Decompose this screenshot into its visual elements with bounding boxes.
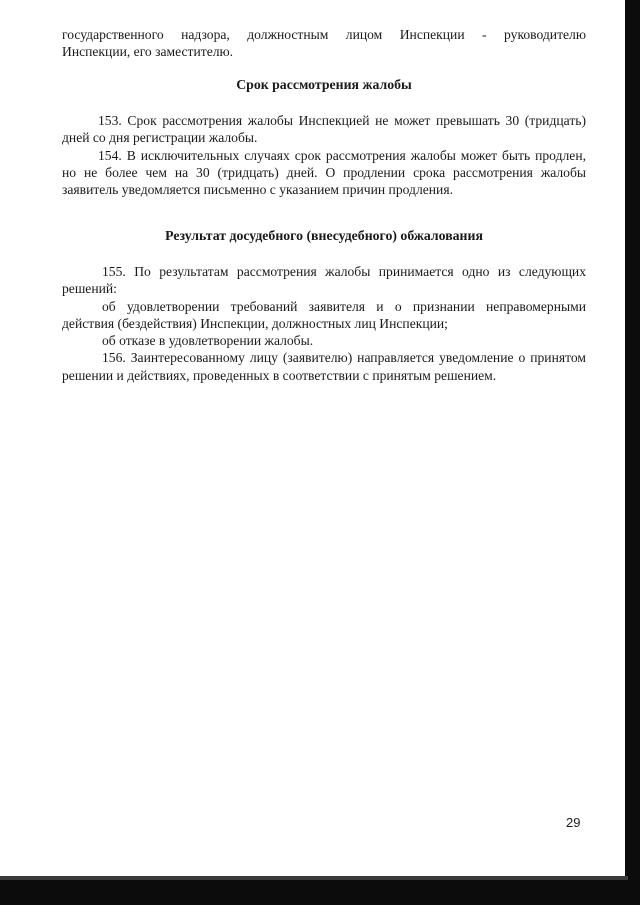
intro-paragraph [62,26,586,61]
paragraph-156: 156. Заинтересованному лицу (заявителю) направляется уведомление о принятом решении и действиях, проведенных в соответствии с принятым решением. [62,350,586,383]
scan-edge-bottom [0,880,640,905]
paragraph-154: 154. В исключительных случаях срок рассмотрения жалобы может быть продлен, но не более чем на 30 (тридцать) дней. О продлении срока рассмотрения жалобы заявитель уведомляется письменно с указанием причин продления. [62,147,586,198]
section-heading-appeal-result: Результат досудебного (внесудебного) обжалования [165,228,483,243]
scan-edge-right [625,0,640,880]
section-review-period-body [62,112,586,198]
paragraph-155: 155. По результатам рассмотрения жалобы принимается одно из следующих решений: [62,264,586,297]
intro-line-2: Инспекции, его заместителю. [62,44,234,60]
section-heading-review-period: Срок рассмотрения жалобы [236,77,412,92]
intro-line-1: государственного надзора, должностным лицом Инспекции - руководителю [62,27,586,42]
decision-option-refuse: об отказе в удовлетворении жалобы. [102,333,314,349]
paragraph-153: 153. Срок рассмотрения жалобы Инспекцией не может превышать 30 (тридцать) дней со дня регистрации жалобы. [62,113,586,146]
section-appeal-result-body [62,263,586,384]
page-number: 29 [566,815,581,830]
decision-option-satisfy: об удовлетворении требований заявителя и о признании неправомерными действия (бездействия) Инспекции, должностных лиц Инспекции; [62,298,586,331]
